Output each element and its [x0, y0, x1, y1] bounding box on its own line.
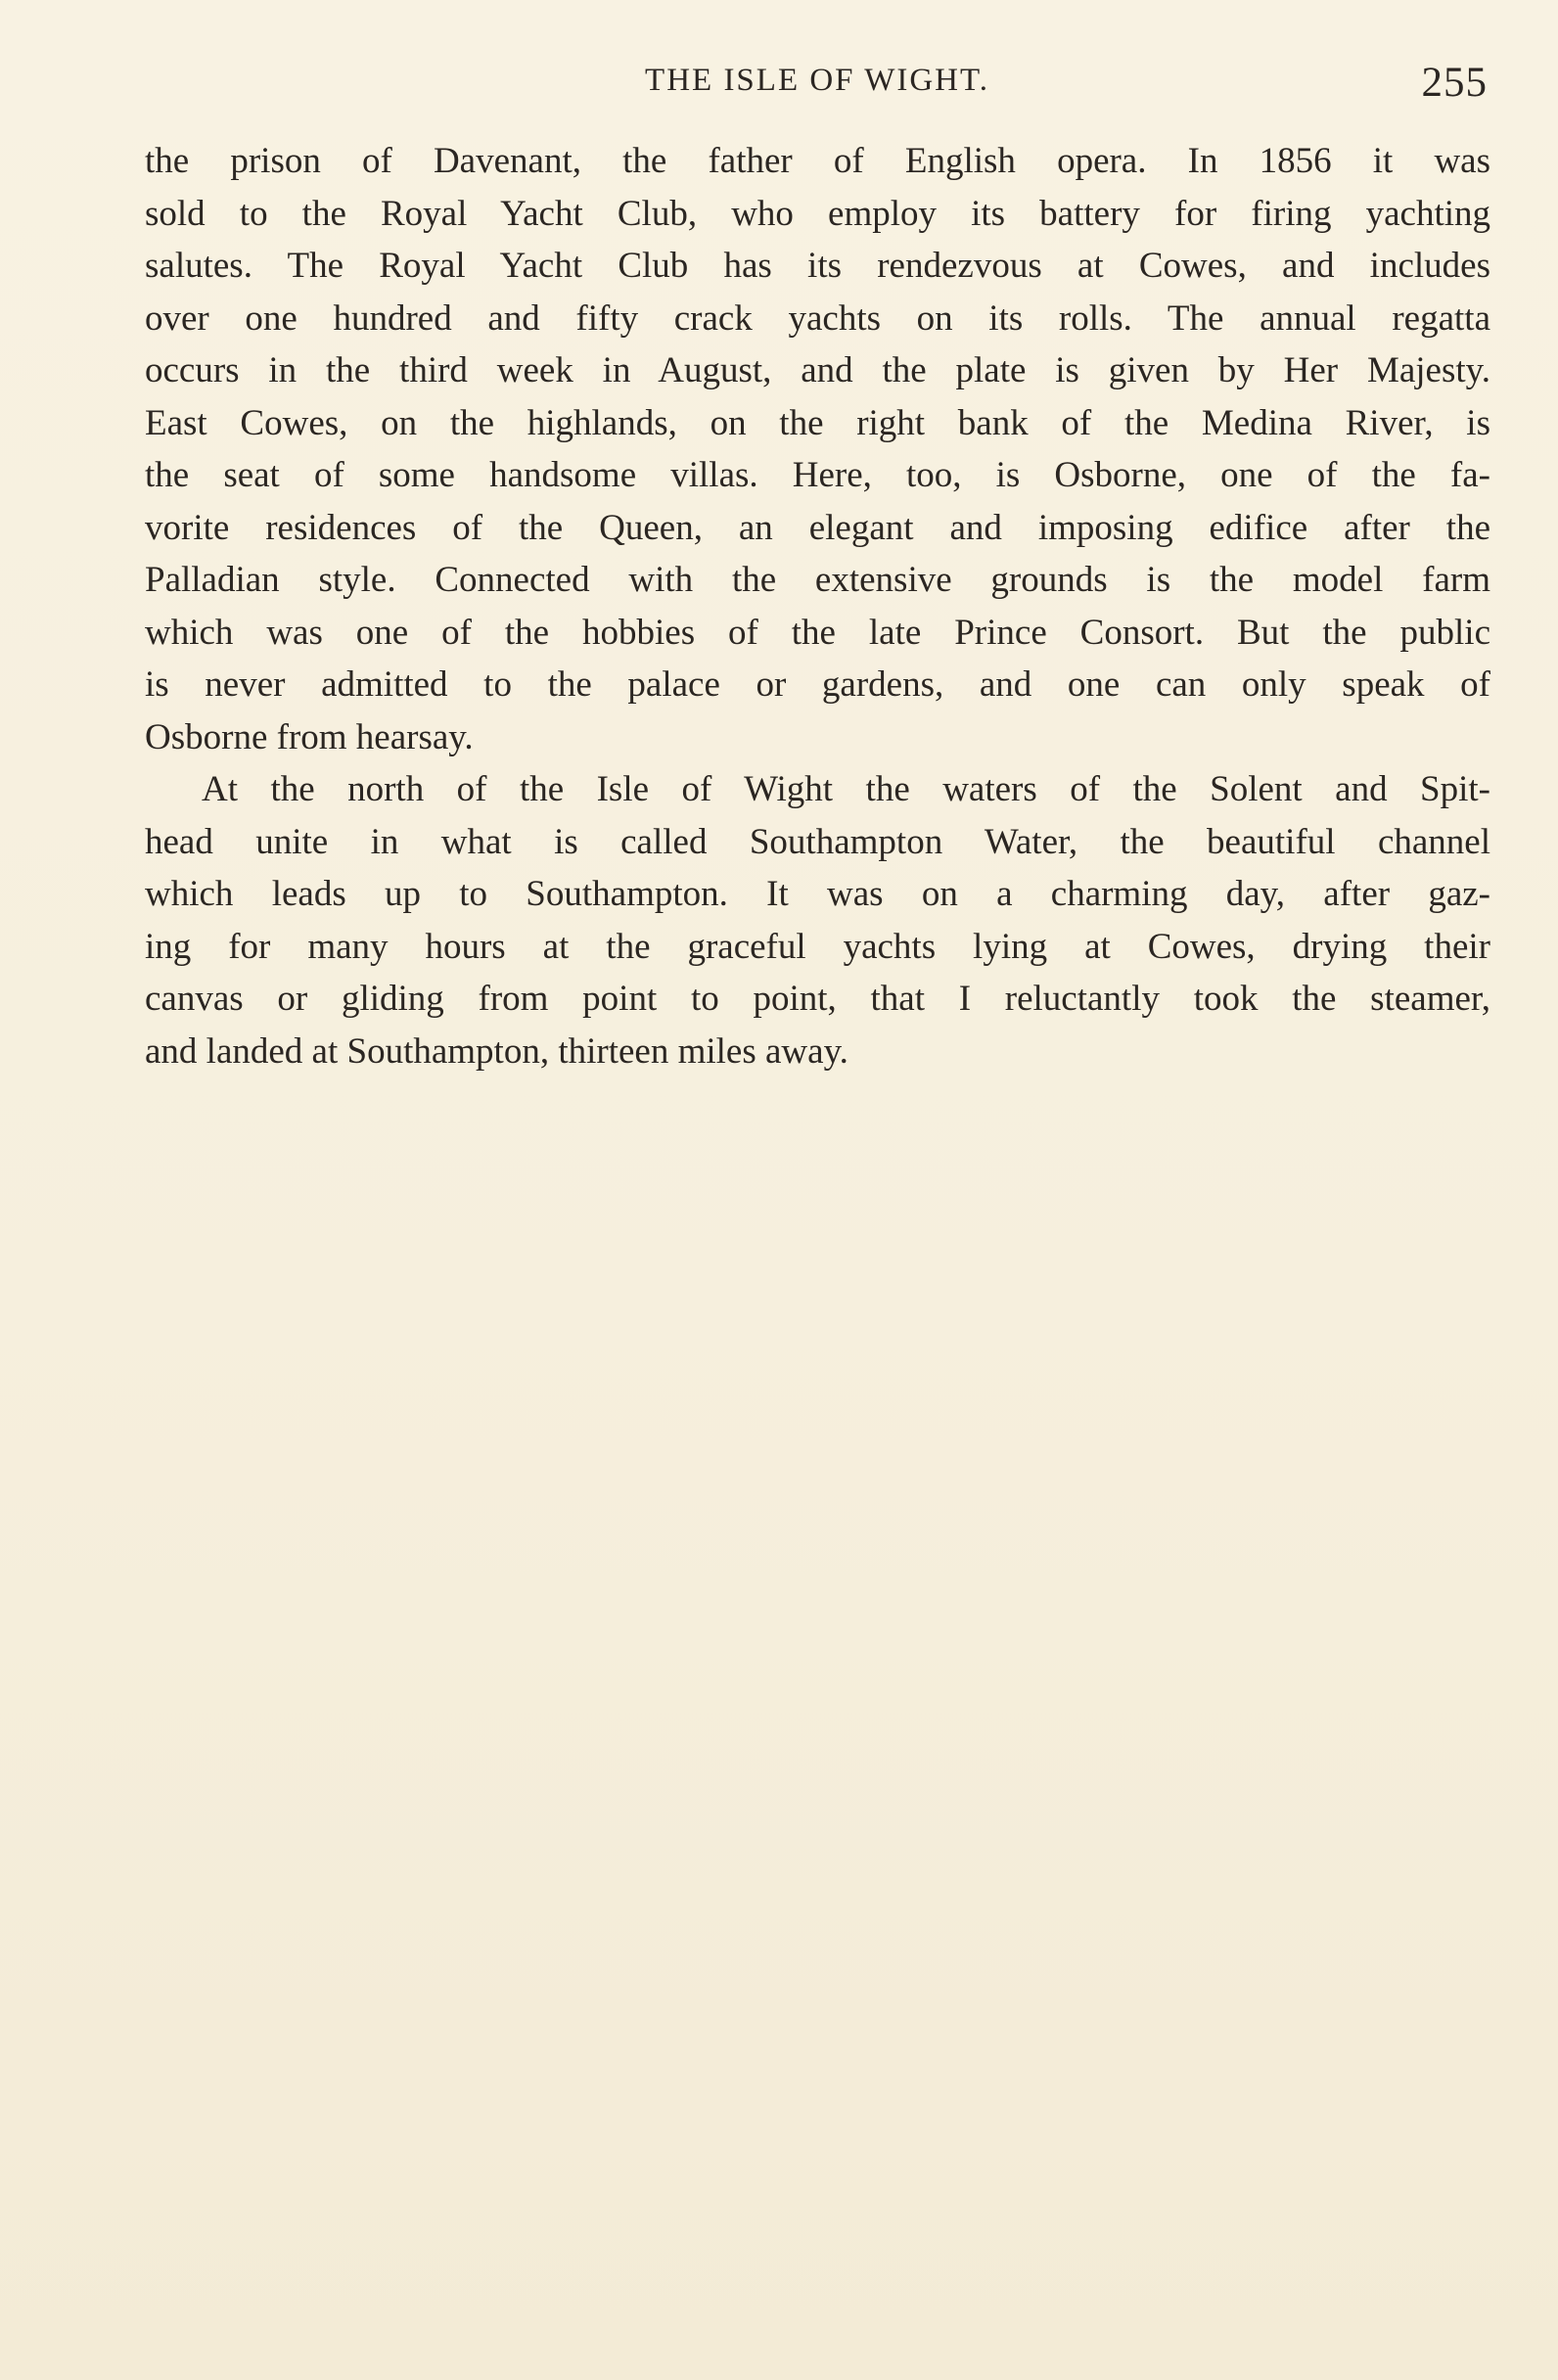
text-line: which was one of the hobbies of the late Prince Consort. But the public — [145, 612, 1490, 653]
text-line: East Cowes, on the highlands, on the right bank of the Medina River, is — [145, 402, 1490, 443]
text-line: ing for many hours at the graceful yachts lying at Cowes, drying their — [145, 926, 1490, 967]
text-line: the seat of some handsome villas. Here, too, is Osborne, one of the fa- — [145, 455, 1490, 495]
page-number: 255 — [1421, 60, 1488, 106]
text-line: over one hundred and fifty crack yachts on its rolls. The annual regatta — [145, 298, 1490, 339]
text-line: Palladian style. Connected with the extensive grounds is the model farm — [145, 560, 1490, 600]
text-line: sold to the Royal Yacht Club, who employ its battery for firing yachting — [145, 193, 1490, 234]
running-head — [137, 57, 1497, 112]
paragraph-2 — [145, 763, 1490, 1077]
text-line: is never admitted to the palace or gardens, and one can only speak of — [145, 664, 1490, 705]
text-line: vorite residences of the Queen, an elegant and imposing edifice after the — [145, 507, 1490, 548]
text-line: canvas or gliding from point to point, that I reluctantly took the steamer, — [145, 979, 1490, 1019]
body-text — [145, 135, 1490, 1077]
text-line: which leads up to Southampton. It was on a charming day, after gaz- — [145, 874, 1490, 914]
text-line: and landed at Southampton, thirteen miles away. — [145, 1030, 848, 1072]
text-line: At the north of the Isle of Wight the waters of the Solent and Spit- — [202, 769, 1490, 809]
running-title: THE ISLE OF WIGHT. — [645, 63, 989, 98]
paragraph-1 — [145, 135, 1490, 763]
text-line: Osborne from hearsay. — [145, 716, 474, 757]
text-line: occurs in the third week in August, and the plate is given by Her Majesty. — [145, 350, 1490, 390]
text-line: head unite in what is called Southampton Water, the beautiful channel — [145, 821, 1490, 862]
text-line: the prison of Davenant, the father of English opera. In 1856 it was — [145, 141, 1490, 181]
text-line: salutes. The Royal Yacht Club has its rendezvous at Cowes, and includes — [145, 246, 1490, 286]
